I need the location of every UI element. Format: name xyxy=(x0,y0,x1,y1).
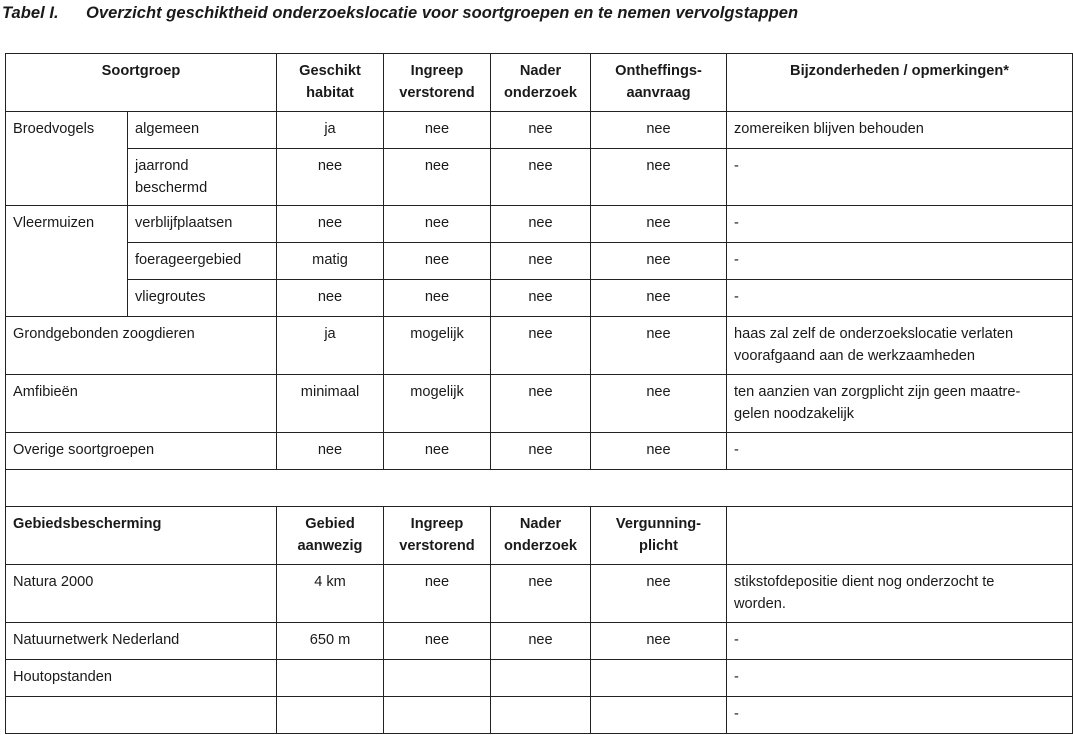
cell-ingreep: nee xyxy=(384,243,491,280)
cell-ontheffing: nee xyxy=(591,375,727,433)
group-grondgebonden-zoogdieren: Grondgebonden zoogdieren xyxy=(6,317,277,375)
area-empty xyxy=(6,697,277,734)
cell-nader xyxy=(491,660,591,697)
cell-ingreep: nee xyxy=(384,433,491,470)
cell-afstand: 4 km xyxy=(277,565,384,623)
spacer-cell xyxy=(6,470,1073,507)
table-row xyxy=(6,660,1073,697)
table-row xyxy=(6,243,1073,280)
table-row xyxy=(6,112,1073,149)
header-empty xyxy=(727,507,1073,565)
area-natura-2000: Natura 2000 xyxy=(6,565,277,623)
table-row xyxy=(6,149,1073,206)
cell-ingreep: nee xyxy=(384,112,491,149)
cell-ingreep: mogelijk xyxy=(384,317,491,375)
cell-habitat: nee xyxy=(277,206,384,243)
cell-nader: nee xyxy=(491,112,591,149)
cell-ingreep: nee xyxy=(384,149,491,206)
group-amfibieen: Amfibieën xyxy=(6,375,277,433)
header-soortgroep: Soortgroep xyxy=(6,54,277,112)
cell-ingreep: mogelijk xyxy=(384,375,491,433)
header-gebiedsbescherming: Gebiedsbescherming xyxy=(6,507,277,565)
table-title: Overzicht geschiktheid onderzoekslocatie voor soortgroepen en te nemen vervolgstappen xyxy=(86,4,799,22)
header-nader-onderzoek-2: Nader onderzoek xyxy=(491,507,591,565)
cell-ontheffing: nee xyxy=(591,112,727,149)
table-number: Tabel I. xyxy=(2,4,59,22)
cell-habitat: ja xyxy=(277,317,384,375)
cell-habitat: nee xyxy=(277,280,384,317)
cell-opmerking: - xyxy=(727,149,1073,206)
cell-vergunning xyxy=(591,660,727,697)
sub-jaarrond-beschermd: jaarrond beschermd xyxy=(128,149,277,206)
cell-ingreep xyxy=(384,660,491,697)
cell-afstand xyxy=(277,697,384,734)
cell-opmerking: - xyxy=(727,697,1073,734)
group-overige-soortgroepen: Overige soortgroepen xyxy=(6,433,277,470)
sub-foerageergebied: foerageergebied xyxy=(128,243,277,280)
spacer-row xyxy=(6,470,1073,507)
table-row xyxy=(6,697,1073,734)
group-vleermuizen: Vleermuizen xyxy=(6,206,128,317)
cell-opmerking: ten aanzien van zorgplicht zijn geen maatre- gelen noodzakelijk xyxy=(727,375,1073,433)
cell-nader: nee xyxy=(491,243,591,280)
overview-table xyxy=(5,53,1073,734)
table-row xyxy=(6,433,1073,470)
cell-nader: nee xyxy=(491,317,591,375)
cell-opmerking: stikstofdepositie dient nog onderzocht te worden. xyxy=(727,565,1073,623)
table-row xyxy=(6,375,1073,433)
cell-opmerking: haas zal zelf de onderzoekslocatie verlaten voorafgaand aan de werkzaamheden xyxy=(727,317,1073,375)
cell-opmerking: - xyxy=(727,660,1073,697)
table-row xyxy=(6,565,1073,623)
cell-nader: nee xyxy=(491,623,591,660)
cell-nader: nee xyxy=(491,149,591,206)
cell-ontheffing: nee xyxy=(591,206,727,243)
sub-vliegroutes: vliegroutes xyxy=(128,280,277,317)
cell-nader: nee xyxy=(491,206,591,243)
header-bijzonderheden: Bijzonderheden / opmerkingen* xyxy=(727,54,1073,112)
table-row xyxy=(6,206,1073,243)
cell-ingreep: nee xyxy=(384,565,491,623)
sub-verblijfplaatsen: verblijfplaatsen xyxy=(128,206,277,243)
header-gebied-aanwezig: Gebied aanwezig xyxy=(277,507,384,565)
cell-ontheffing: nee xyxy=(591,317,727,375)
header-geschikt-habitat: Geschikt habitat xyxy=(277,54,384,112)
cell-vergunning: nee xyxy=(591,623,727,660)
cell-ingreep: nee xyxy=(384,206,491,243)
cell-opmerking: - xyxy=(727,280,1073,317)
cell-opmerking: zomereiken blijven behouden xyxy=(727,112,1073,149)
cell-habitat: nee xyxy=(277,433,384,470)
cell-habitat: ja xyxy=(277,112,384,149)
cell-opmerking: - xyxy=(727,206,1073,243)
cell-ontheffing: nee xyxy=(591,433,727,470)
header-vergunningplicht: Vergunning- plicht xyxy=(591,507,727,565)
header-ingreep-verstorend: Ingreep verstorend xyxy=(384,54,491,112)
cell-afstand xyxy=(277,660,384,697)
table-caption xyxy=(2,4,798,23)
header-nader-onderzoek: Nader onderzoek xyxy=(491,54,591,112)
area-houtopstanden: Houtopstanden xyxy=(6,660,277,697)
header-ontheffingsaanvraag: Ontheffings- aanvraag xyxy=(591,54,727,112)
cell-nader: nee xyxy=(491,565,591,623)
cell-nader: nee xyxy=(491,375,591,433)
area-natuurnetwerk: Natuurnetwerk Nederland xyxy=(6,623,277,660)
cell-nader xyxy=(491,697,591,734)
cell-opmerking: - xyxy=(727,433,1073,470)
cell-opmerking: - xyxy=(727,243,1073,280)
header-row-species xyxy=(6,54,1073,112)
cell-ingreep: nee xyxy=(384,623,491,660)
cell-habitat: matig xyxy=(277,243,384,280)
cell-habitat: nee xyxy=(277,149,384,206)
table-row xyxy=(6,623,1073,660)
cell-ontheffing: nee xyxy=(591,149,727,206)
header-row-area xyxy=(6,507,1073,565)
cell-ontheffing: nee xyxy=(591,243,727,280)
cell-ingreep xyxy=(384,697,491,734)
table-row xyxy=(6,317,1073,375)
cell-afstand: 650 m xyxy=(277,623,384,660)
cell-nader: nee xyxy=(491,433,591,470)
cell-nader: nee xyxy=(491,280,591,317)
cell-ontheffing: nee xyxy=(591,280,727,317)
cell-habitat: minimaal xyxy=(277,375,384,433)
header-ingreep-verstorend-2: Ingreep verstorend xyxy=(384,507,491,565)
cell-vergunning: nee xyxy=(591,565,727,623)
group-broedvogels: Broedvogels xyxy=(6,112,128,206)
cell-vergunning xyxy=(591,697,727,734)
cell-ingreep: nee xyxy=(384,280,491,317)
cell-opmerking: - xyxy=(727,623,1073,660)
table-row xyxy=(6,280,1073,317)
sub-algemeen: algemeen xyxy=(128,112,277,149)
